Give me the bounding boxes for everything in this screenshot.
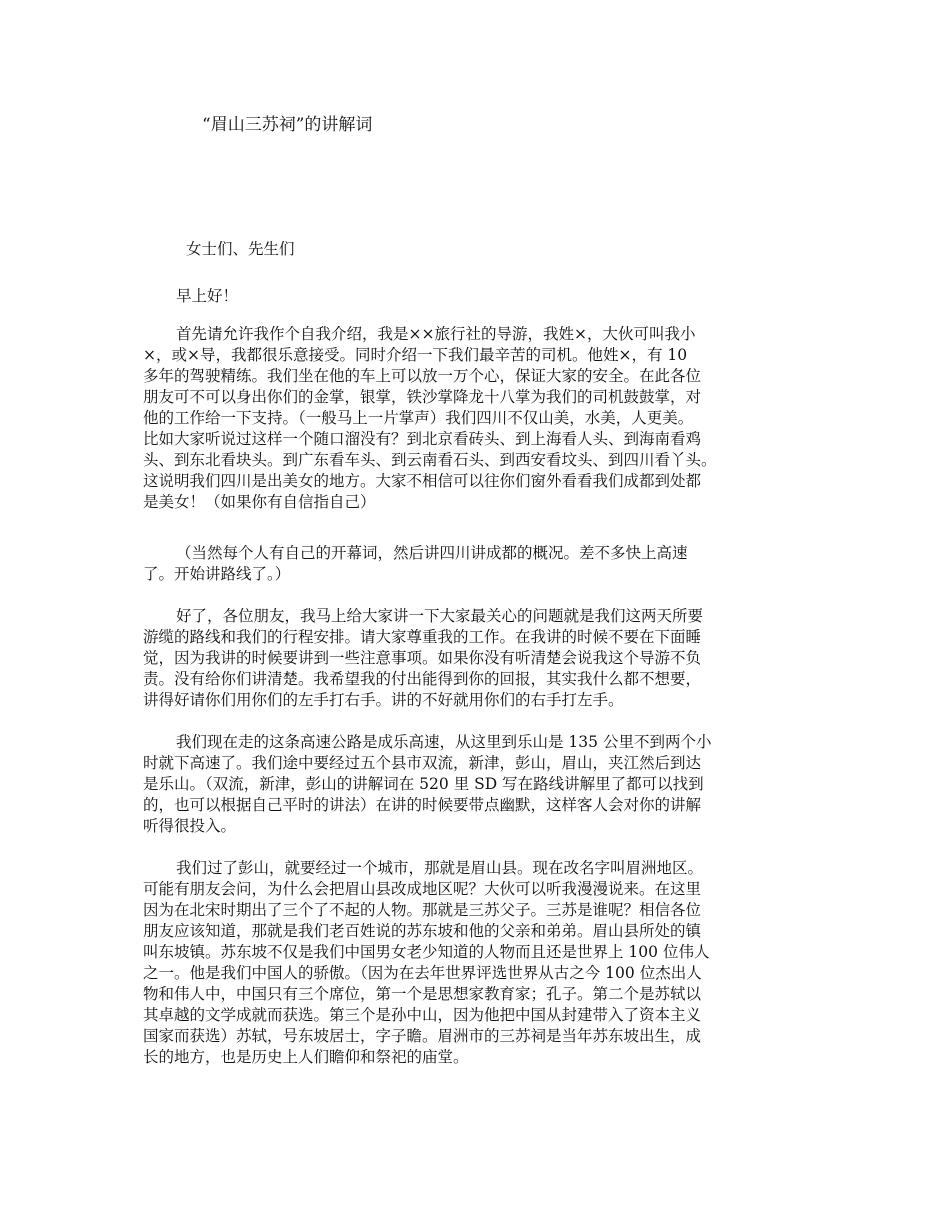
paragraph-line: 多年的驾驶精练。我们坐在他的车上可以放一万个心，保证大家的安全。在此各位 — [143, 367, 702, 385]
paragraph-4 — [143, 732, 823, 837]
paragraph-line: 可能有朋友会问，为什么会把眉山县改成地区呢？大伙可以听我漫漫说来。在这里 — [143, 880, 702, 898]
paragraph-line: 讲得好请你们用你们的左手打右手。讲的不好就用你们的右手打左手。 — [143, 691, 624, 709]
paragraph-line: 这说明我们四川是出美女的地方。大家不相信可以往你们窗外看看我们成都到处都 — [143, 472, 702, 490]
paragraph-line: 其卓越的文学成就而获选。第三个是孙中山，因为他把中国从封建带入了资本主义 — [143, 1006, 702, 1024]
paragraph-line: （当然每个人有自己的开幕词，然后讲四川讲成都的概况。差不多快上高速 — [176, 544, 688, 562]
paragraph-line: 因为在北宋时期出了三个了不起的人物。那就是三苏父子。三苏是谁呢？相信各位 — [143, 901, 702, 919]
paragraph-line: ×，或×导，我都很乐意接受。同时介绍一下我们最辛苦的司机。他姓×，有 10 — [143, 346, 688, 364]
paragraph-line: 游缆的路线和我们的行程安排。请大家尊重我的工作。在我讲的时候不要在下面睡 — [143, 628, 702, 646]
paragraph-line: 的，也可以根据自己平时的讲法）在讲的时候要带点幽默，这样客人会对你的讲解 — [143, 796, 702, 814]
paragraph-line: 之一。他是我们中国人的骄傲。（因为在去年世界评选世界从古之今 100 位杰出人 — [143, 964, 702, 982]
greeting-line-2 — [176, 286, 856, 307]
greeting-line-1 — [186, 239, 866, 260]
paragraph-line: 长的地方，也是历史上人们瞻仰和祭祀的庙堂。 — [143, 1048, 469, 1066]
paragraph-line: 朋友应该知道，那就是我们老百姓说的苏东坡和他的父亲和弟弟。眉山县所处的镇 — [143, 922, 702, 940]
paragraph-line: 头、到东北看块头。到广东看车头、到云南看石头、到西安看坟头、到四川看丫头。 — [143, 451, 717, 469]
document-title: “眉山三苏祠”的讲解词 — [202, 115, 373, 135]
paragraph-5 — [143, 858, 823, 1068]
paragraph-line: 叫东坡镇。苏东坡不仅是我们中国男女老少知道的人物而且还是世界上 100 位伟人 — [143, 943, 710, 961]
paragraph-1 — [143, 324, 823, 513]
paragraph-line: 时就下高速了。我们途中要经过五个县市双流，新津，彭山，眉山，夹江然后到达 — [143, 754, 702, 772]
paragraph-line: 好了，各位朋友，我马上给大家讲一下大家最关心的问题就是我们这两天所要 — [176, 607, 704, 625]
paragraph-3 — [143, 606, 823, 711]
paragraph-line: 朋友可不可以身出你们的金掌，银掌，铁沙掌降龙十八掌为我们的司机鼓鼓掌，对 — [143, 388, 702, 406]
paragraph-line: 听得很投入。 — [143, 817, 237, 835]
paragraph-line: 我们过了彭山，就要经过一个城市，那就是眉山县。现在改名字叫眉洲地区。 — [176, 859, 704, 877]
greeting-text: 早上好！ — [176, 287, 239, 305]
paragraph-line: 责。没有给你们讲清楚。我希望我的付出能得到你的回报，其实我什么都不想要， — [143, 670, 702, 688]
paragraph-line: 他的工作给一下支持。（一般马上一片掌声）我们四川不仅山美，水美，人更美。 — [143, 409, 694, 427]
paragraph-line: 是美女！（如果你有自信指自己） — [143, 493, 376, 511]
paragraph-line: 了。开始讲路线了。） — [143, 565, 291, 583]
paragraph-line: 物和伟人中，中国只有三个席位，第一个是思想家教育家；孔子。第二个是苏轼以 — [143, 985, 702, 1003]
greeting-text: 女士们、先生们 — [186, 240, 295, 258]
paragraph-line: 首先请允许我作个自我介绍，我是××旅行社的导游，我姓×，大伙可叫我小 — [176, 325, 696, 343]
paragraph-line: 我们现在走的这条高速公路是成乐高速，从这里到乐山是 135 公里不到两个小 — [176, 733, 712, 751]
paragraph-line: 比如大家听说过这样一个随口溜没有？到北京看砖头、到上海看人头、到海南看鸡 — [143, 430, 702, 448]
paragraph-line: 觉，因为我讲的时候要讲到一些注意事项。如果你没有听清楚会说我这个导游不负 — [143, 649, 702, 667]
paragraph-line: 是乐山。（双流，新津，彭山的讲解词在 520 里 SD 写在路线讲解里了都可以找到 — [143, 775, 704, 793]
paragraph-line: 国家而获选）苏轼，号东坡居士，字子瞻。眉洲市的三苏祠是当年苏东坡出生，成 — [143, 1027, 702, 1045]
paragraph-2 — [143, 543, 823, 585]
